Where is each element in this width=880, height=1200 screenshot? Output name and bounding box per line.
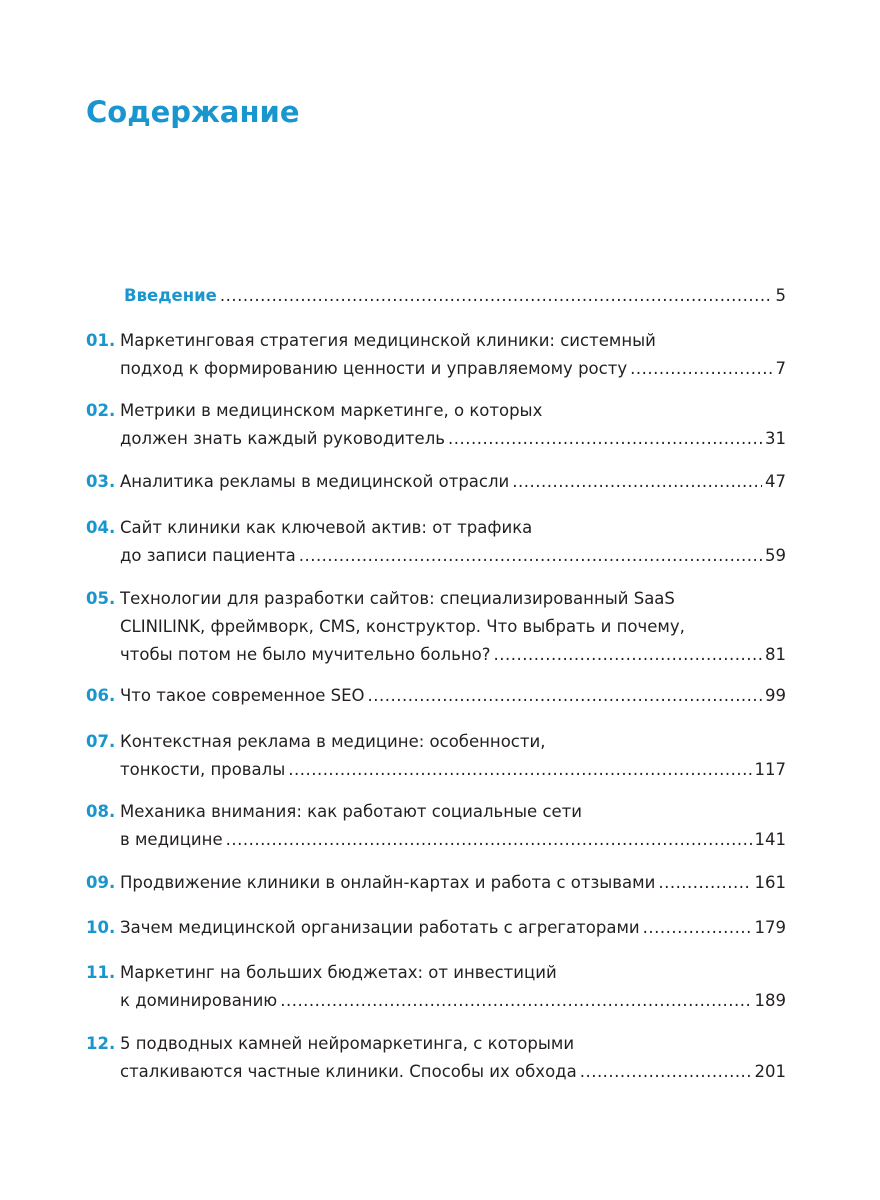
toc-page-number: 47 — [765, 472, 786, 491]
chapter-number: 02. — [86, 401, 116, 420]
toc-entry-10 — [86, 914, 786, 942]
dot-leader — [658, 869, 751, 897]
chapter-number: 04. — [86, 518, 116, 537]
chapter-number: 09. — [86, 873, 116, 892]
chapter-number: 05. — [86, 589, 116, 608]
toc-entry-text: сталкиваются частные клиники. Способы их обхода — [120, 1062, 577, 1081]
toc-line — [86, 282, 786, 310]
toc-page-number: 81 — [765, 645, 786, 664]
toc-entry-text: Метрики в медицинском маркетинге, о которых — [120, 401, 543, 420]
toc-entry-06 — [86, 682, 786, 710]
toc-entry-text: Введение — [124, 286, 217, 305]
chapter-number: 10. — [86, 918, 116, 937]
chapter-number: 01. — [86, 331, 116, 350]
toc-entry-text: Продвижение клиники в онлайн-картах и работа с отзывами — [120, 873, 656, 892]
toc-entry-12 — [86, 1030, 786, 1086]
toc-line — [86, 914, 786, 942]
dot-leader — [494, 641, 763, 669]
toc-line — [86, 959, 786, 987]
toc-entry-text: Зачем медицинской организации работать с агрегаторами — [120, 918, 640, 937]
toc-entry-02 — [86, 397, 786, 453]
toc-line — [86, 355, 786, 383]
toc-entry-text: CLINILINK, фреймворк, CMS, конструктор. Что выбрать и почему, — [120, 617, 685, 636]
toc-page-number: 59 — [765, 546, 786, 565]
toc-line — [86, 585, 786, 613]
chapter-number: 03. — [86, 472, 116, 491]
toc-entry-text: в медицине — [120, 830, 223, 849]
toc-line — [86, 987, 786, 1015]
toc-page-number: 161 — [754, 873, 786, 892]
toc-entry-text: Сайт клиники как ключевой актив: от трафика — [120, 518, 533, 537]
toc-entry-text: должен знать каждый руководитель — [120, 429, 445, 448]
dot-leader — [226, 826, 752, 854]
toc-entry-05 — [86, 585, 786, 669]
toc-entry-intro — [86, 282, 786, 310]
toc-page-number: 189 — [754, 991, 786, 1010]
toc-entry-text: Маркетинг на больших бюджетах: от инвестиций — [120, 963, 557, 982]
dot-leader — [643, 914, 752, 942]
dot-leader — [448, 425, 762, 453]
toc-line — [86, 1058, 786, 1086]
chapter-number: 08. — [86, 802, 116, 821]
dot-leader — [630, 355, 772, 383]
toc-page-number: 201 — [754, 1062, 786, 1081]
toc-line — [86, 798, 786, 826]
toc-page-number: 141 — [754, 830, 786, 849]
toc-entry-text: Аналитика рекламы в медицинской отрасли — [120, 472, 510, 491]
toc-line — [86, 542, 786, 570]
chapter-number: 11. — [86, 963, 116, 982]
toc-entry-text: до записи пациента — [120, 546, 296, 565]
toc-entry-03 — [86, 468, 786, 496]
dot-leader — [288, 756, 751, 784]
toc-line — [86, 1030, 786, 1058]
toc-line — [86, 826, 786, 854]
toc-line — [86, 514, 786, 542]
toc-page-number: 99 — [765, 686, 786, 705]
dot-leader — [299, 542, 762, 570]
toc-entry-text: подход к формированию ценности и управляемому росту — [120, 359, 628, 378]
toc-page-number: 117 — [754, 760, 786, 779]
toc-line — [86, 613, 786, 641]
toc-line — [86, 327, 786, 355]
chapter-number: 12. — [86, 1034, 116, 1053]
page-title: Содержание — [86, 95, 300, 129]
toc-page-number: 31 — [765, 429, 786, 448]
toc-entry-04 — [86, 514, 786, 570]
toc-entry-text: Маркетинговая стратегия медицинской клиники: системный — [120, 331, 656, 350]
toc-entry-text: Механика внимания: как работают социальные сети — [120, 802, 583, 821]
toc-entry-text: к доминированию — [120, 991, 278, 1010]
toc-entry-text: чтобы потом не было мучительно больно? — [120, 645, 491, 664]
toc-entry-text: Контекстная реклама в медицине: особенности, — [120, 732, 546, 751]
chapter-number: 07. — [86, 732, 116, 751]
toc-page-number: 7 — [775, 359, 786, 378]
toc-entry-09 — [86, 869, 786, 897]
toc-entry-text: Технологии для разработки сайтов: специализированный SaaS — [120, 589, 675, 608]
dot-leader — [280, 987, 751, 1015]
toc-line — [86, 869, 786, 897]
toc-entry-11 — [86, 959, 786, 1015]
dot-leader — [580, 1058, 752, 1086]
toc-entry-07 — [86, 728, 786, 784]
toc-page-number: 5 — [775, 286, 786, 305]
dot-leader — [368, 682, 762, 710]
toc-line — [86, 468, 786, 496]
toc-line — [86, 641, 786, 669]
toc-line — [86, 425, 786, 453]
toc-line — [86, 397, 786, 425]
toc-entry-text: Что такое современное SEO — [120, 686, 365, 705]
toc-line — [86, 682, 786, 710]
toc-entry-text: тонкости, провалы — [120, 760, 286, 779]
dot-leader — [220, 282, 773, 310]
toc-entry-01 — [86, 327, 786, 383]
toc-entry-text: 5 подводных камней нейромаркетинга, с которыми — [120, 1034, 575, 1053]
toc-line — [86, 728, 786, 756]
chapter-number: 06. — [86, 686, 116, 705]
toc-entry-08 — [86, 798, 786, 854]
toc-page-number: 179 — [754, 918, 786, 937]
dot-leader — [512, 468, 762, 496]
toc-line — [86, 756, 786, 784]
